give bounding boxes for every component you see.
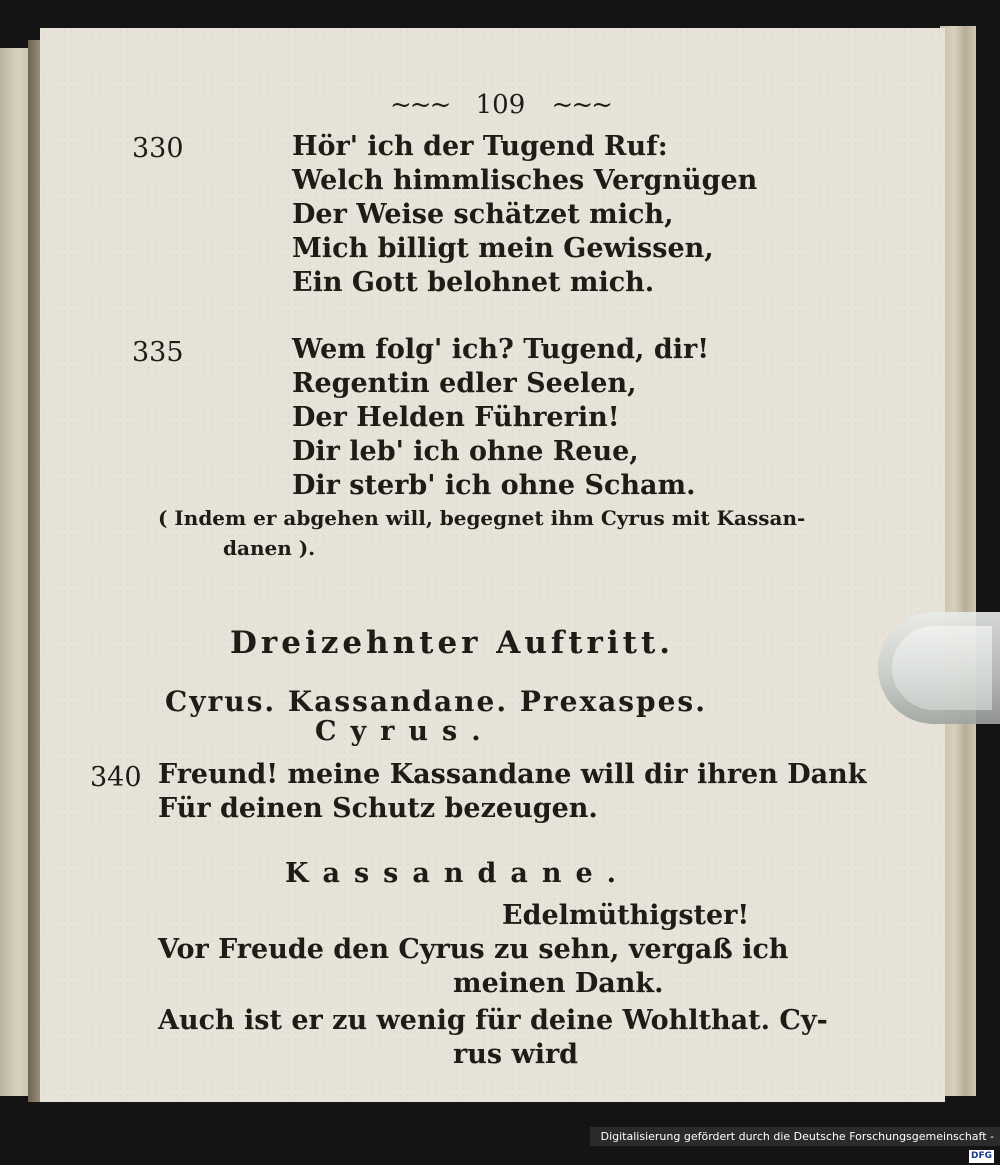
footer-text: Digitalisierung gefördert durch die Deutsche Forschungsgemeinschaft -: [600, 1130, 994, 1143]
speech-line: rus wird: [453, 1039, 579, 1070]
speech-line: Edelmüthigster!: [502, 900, 750, 931]
line-number-335: 335: [132, 337, 184, 368]
page-clip-highlight: [892, 626, 992, 710]
verse-line: Dir leb' ich ohne Reue,: [292, 436, 639, 467]
speech-line: Freund! meine Kassandane will dir ihren Dank: [158, 759, 867, 790]
verse-line: Mich billigt mein Gewissen,: [292, 233, 714, 264]
cast-list: Cyrus. Kassandane. Prexaspes.: [165, 685, 707, 718]
scene-title: Dreizehnter Auftritt.: [230, 625, 675, 661]
stage-direction: ( Indem er abgehen will, begegnet ihm Cyrus mit Kassan-: [158, 506, 806, 530]
verse-line: Wem folg' ich? Tugend, dir!: [292, 334, 710, 365]
verse-line: Der Weise schätzet mich,: [292, 199, 674, 230]
verse-line: Hör' ich der Tugend Ruf:: [292, 131, 668, 162]
page-stack-edge: [940, 26, 976, 1096]
verse-line: Ein Gott belohnet mich.: [292, 267, 655, 298]
digitization-footer: [590, 1127, 1000, 1161]
speech-line: Für deinen Schutz bezeugen.: [158, 793, 598, 824]
verse-line: Welch himmlisches Vergnügen: [292, 165, 758, 196]
verse-line: Dir sterb' ich ohne Scham.: [292, 470, 696, 501]
speaker-name: Cyrus.: [315, 716, 495, 747]
line-number-340: 340: [90, 762, 142, 793]
page-header: [390, 90, 611, 120]
speech-line: meinen Dank.: [453, 968, 664, 999]
speaker-name: Kassandane.: [285, 858, 631, 889]
speech-line: Vor Freude den Cyrus zu sehn, vergaß ich: [158, 934, 789, 965]
dfg-logo: DFG: [970, 1150, 992, 1161]
left-page-edge: [0, 48, 30, 1096]
verse-line: Regentin edler Seelen,: [292, 368, 637, 399]
verse-line: Der Helden Führerin!: [292, 402, 620, 433]
ornament-left: ~~~: [390, 90, 450, 120]
speech-line: Auch ist er zu wenig für deine Wohlthat. Cy-: [158, 1005, 828, 1036]
stage-direction-cont: danen ).: [223, 536, 316, 560]
ornament-right: ~~~: [551, 90, 611, 120]
book-page: [40, 28, 945, 1102]
line-number-330: 330: [132, 133, 184, 164]
page-number: 109: [475, 90, 526, 120]
